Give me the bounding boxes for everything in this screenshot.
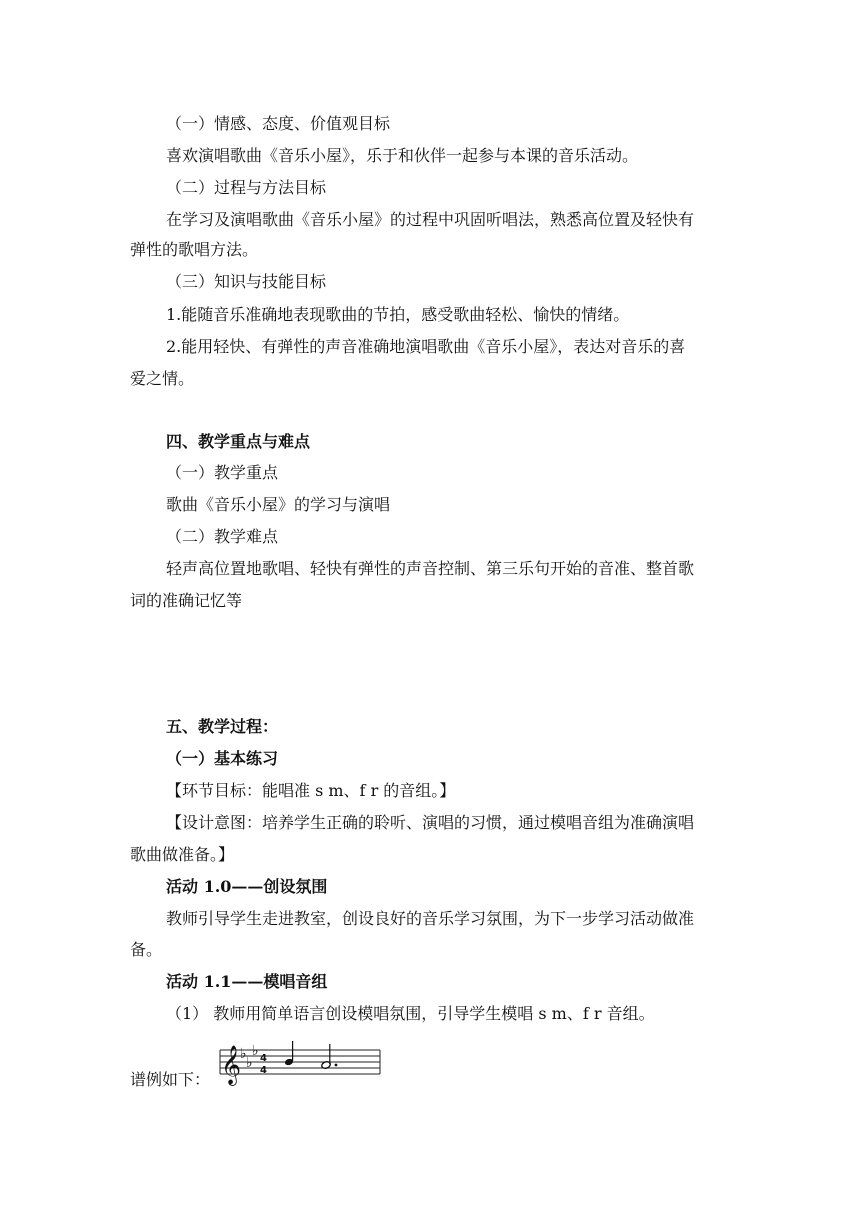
list-item: 1.能随音乐准确地表现歌曲的节拍，感受歌曲轻松、愉快的情绪。 (166, 305, 630, 324)
time-signature-bottom: 4 (260, 1065, 267, 1076)
section-heading-key-points: 四、教学重点与难点 (166, 432, 311, 451)
paragraph: 歌曲做准备。】 (130, 845, 235, 864)
score-caption: 谱例如下： (130, 1070, 211, 1089)
paragraph: 喜欢演唱歌曲《音乐小屋》，乐于和伙伴一起参与本课的音乐活动。 (166, 146, 639, 165)
flat-icon: ♭ (246, 1055, 253, 1071)
list-item: 2.能用轻快、有弹性的声音准确地演唱歌曲《音乐小屋》，表达对音乐的喜 (166, 337, 686, 356)
activity-heading: 活动 1.1——模唱音组 (166, 972, 328, 991)
quarter-note-icon (284, 1041, 294, 1066)
paragraph: 备。 (130, 940, 163, 959)
flat-icon: ♭ (252, 1043, 259, 1059)
goal-note: 【环节目标：能唱准 s m、f r 的音组。】 (166, 781, 456, 800)
design-note: 【设计意图：培养学生正确的聆听、演唱的习惯，通过模唱音组为准确演唱 (166, 813, 695, 832)
activity-heading: 活动 1.0——创设氛围 (166, 877, 328, 896)
paragraph: 在学习及演唱歌曲《音乐小屋》的过程中巩固听唱法，熟悉高位置及轻快有 (166, 210, 695, 229)
music-staff (218, 1036, 384, 1092)
music-score (218, 1036, 384, 1092)
heading-skill-goal: （三）知识与技能目标 (166, 272, 327, 291)
treble-clef-icon: 𝄞 (221, 1045, 242, 1085)
paragraph: 弹性的歌唱方法。 (130, 240, 259, 259)
heading-key-point: （一）教学重点 (166, 463, 279, 482)
heading-process-goal: （二）过程与方法目标 (166, 178, 327, 197)
paragraph: 教师引导学生走进教室，创设良好的音乐学习氛围，为下一步学习活动做准 (166, 909, 695, 928)
time-signature-top: 4 (260, 1053, 267, 1064)
heading-basic-practice: （一）基本练习 (166, 749, 279, 768)
dotted-half-note-icon (321, 1044, 338, 1069)
heading-difficulty: （二）教学难点 (166, 527, 279, 546)
section-heading-process: 五、教学过程： (166, 717, 279, 736)
paragraph: 爱之情。 (130, 369, 195, 388)
list-item: （1） 教师用简单语言创设模唱氛围，引导学生模唱 s m、f r 音组。 (166, 1004, 655, 1023)
heading-emotion-goal: （一）情感、态度、价值观目标 (166, 114, 391, 133)
paragraph: 轻声高位置地歌唱、轻快有弹性的声音控制、第三乐句开始的音准、整首歌 (166, 559, 695, 578)
paragraph: 歌曲《音乐小屋》的学习与演唱 (166, 495, 391, 514)
paragraph: 词的准确记忆等 (130, 591, 243, 610)
flat-icon: ♭ (240, 1046, 247, 1062)
